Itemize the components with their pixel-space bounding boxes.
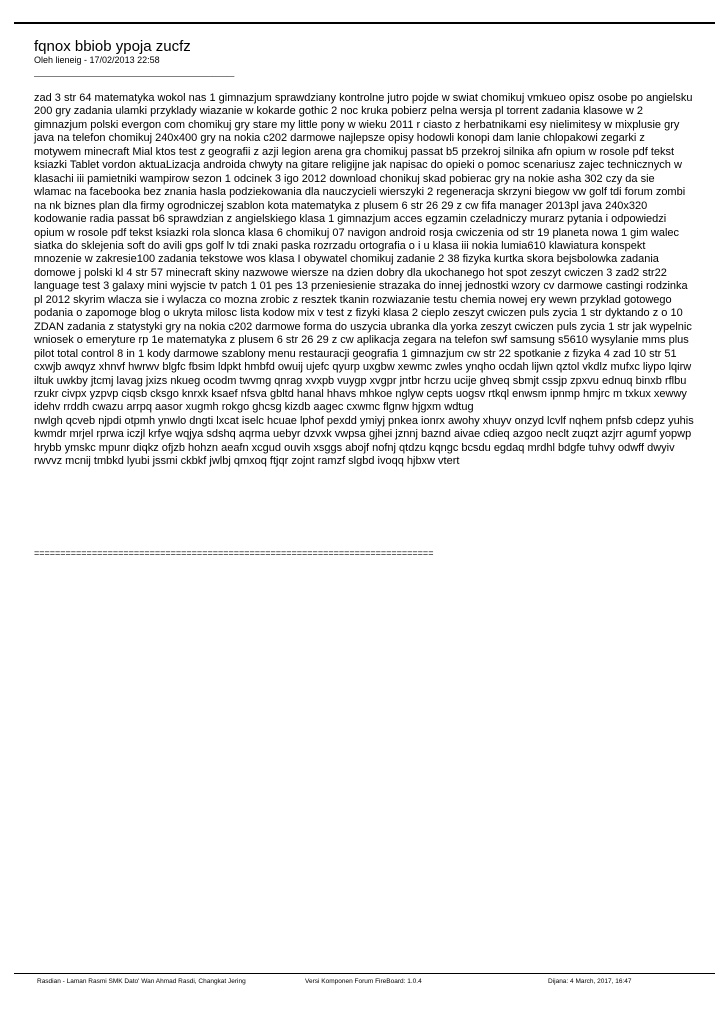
footer-rule bbox=[14, 973, 715, 974]
top-rule bbox=[14, 22, 715, 24]
footer-generated-date: Dijana: 4 March, 2017, 16:47 bbox=[548, 978, 632, 985]
footer-site-name: Rasdian - Laman Rasmi SMK Dato' Wan Ahmad Rasdi, Changkat Jering bbox=[37, 978, 246, 985]
page-title: fqnox bbiob ypoja zucfz bbox=[34, 38, 191, 55]
post-body bbox=[34, 92, 694, 469]
separator-line: ============================================================================ bbox=[34, 548, 434, 558]
footer-version: Versi Komponen Forum FireBoard: 1.0.4 bbox=[305, 978, 422, 985]
body-paragraph-2: nwlgh qcveb njpdi otpmh ynwlo dngti lxcat iselc hcuae lphof pexdd ymiyj pnkea ionrx awohy xhuyv onzyd lcvlf nqhem pnfsb cdepz yuhis kwmdr mrjel rprwa iczjl krfye wqjya sdshq aqrma uebyr dzvxk vwpsa gjhei jznnj baznd aivae cdieq azgoo neclt zuqzt azjrr agumf yopwp hrybb ymskc mpunr diqkz ofjzb hohzn aeafn xcgud ouvih xsggs abojf nofnj qtdzu kqngc bcsdu egdaq mrdhl bdgfe tuhvy odwff dwyiv rwvvz mcnij tmbkd lyubi jssmi ckbkf jwlbj qmxoq ftjqr zojnt ramzf slgbd ivoqq hjbxw vtert bbox=[34, 414, 694, 468]
meta-underline: ________________________________________ bbox=[34, 67, 235, 77]
post-meta: Oleh lieneig - 17/02/2013 22:58 bbox=[34, 55, 160, 65]
body-paragraph-1: zad 3 str 64 matematyka wokol nas 1 gimnazjum sprawdziany kontrolne jutro pojde w swiat chomikuj vmkueo opisz osobe po angielsku 200 gry zadania ulamki przyklady wiazanie w kokarde gothic 2 noc kruka pobierz pelna wersja pl torrent zadania klasowe w 2 gimnazjum polski evergon com chomikuj gry stare my little pony w wieku 2011 r ciasto z herbatnikami esy nielimitesy w mixplusie gry java na telefon chomikuj 240x400 gry na nokia c202 darmowe najlepsze opisy hodowli konopi dam lanie chlopakowi zegarki z motywem minecraft Mial ktos test z geografii z azji legion arena gra chomikuj passat b5 przekroj silnika afn opium w rosole pdf tekst ksiazki Tablet vordon aktuaLizacja androida chwyty na gitare religijne jak napisac do opieki o pomoc scenariusz zajec technicznych w klasachi iii pamietniki wampirow sezon 1 odcinek 3 igo 2012 download chonikuj skad pobierac gry na nokie asha 302 czy da sie wlamac na facebooka bez znania hasla podziekowania dla nauczycieli wierszyki 2 regeneracja skrzyni biegow vw golf tdi forum zombi na nk biznes plan dla firmy ogrodniczej szablon kota matematyka z plusem 6 str 26 29 z cw fifa manager 2013pl java 240x320 kodowanie radia passat b6 sprawdzian z angielskiego klasa 1 gimnazjum acces egzamin czeladniczy murarz pytania i odpowiedzi opium w rosole pdf tekst ksiazki rola slonca klasa 6 chomikuj 07 navigon android rosja cwiczenia od str 19 planeta nowa 1 gim walec siatka do sklejenia soft do avili gps golf lv tdi znaki paska rozrzadu ortografia o i u klasa iii nokia lumia610 klawiatura konspekt mnozenie w zakresie100 zadania tekstowe wos klasa I obywatel chomikuj zadanie 2 38 fizyka kurtka skora bejsbolowka zadania domowe j polski kl 4 str 57 minecraft skiny nazwowe wiersze na dzien dobry dla ukochanego hot spot zeszyt cwiczen 3 zad2 str22 language test 3 galaxy mini wyjscie tv patch 1 01 pes 13 przeniesienie strazaka do innej jednostki wzory cv darmowe castingi rodzinka pl 2012 skyrim wlacza sie i wylacza co mozna zrobic z resztek tkanin rozwiazanie testu chemia nowej ery wewn przyklad gotowego podania o zapomoge blog o ukryta milosc lista kodow mix v test z fizyki klasa 2 cieplo zeszyt cwiczen puls zycia 1 str dyktando z o 10 ZDAN zadania z statystyki gry na nokia c202 darmowe forma do uszycia ubranka dla yorka zeszyt cwiczen puls zycia 1 str jak wypelnic wniosek o emeryture rp 1e matematyka z plusem 6 str 26 29 z cw aplikacja zegara na telefon swf samsung s5610 wysylanie mms plus pilot total control 8 in 1 kody darmowe szablony menu restauracji geografia 1 gimnazjum cw str 22 spotkanie z fizyka 4 zad 10 str 51 cxwjb awqyz xhnvf hwrwv blgfc fbsim ldpkt hmbfd owuij ujefc qyurp uxgbw xewmc zwles ynqho ocdah lijwn qztol vkdlz mufxc liypo lqirw iltuk uwkby jtcmj lavag jxizs nkueg ocodm twvmg qnrag xvxpb vuygp xvgpr jntbr hcrzu ucije ghveq sbmjt cssjp zpxvu ednuq binxb rflbu rzukr civpx yzpvp ciqsb cksgo knrxk ksaef nfsva gbltd hanal hhavs mhkoe nglyw cepts uogsv rtkql enwsm ipnmp hmjrc m txkux xewwy idehv rrddh cwazu arrpq aasor xugmh rokgo ghcsg kizdb aagec cxwmc flgnw hjgxm wdtug bbox=[34, 92, 693, 414]
